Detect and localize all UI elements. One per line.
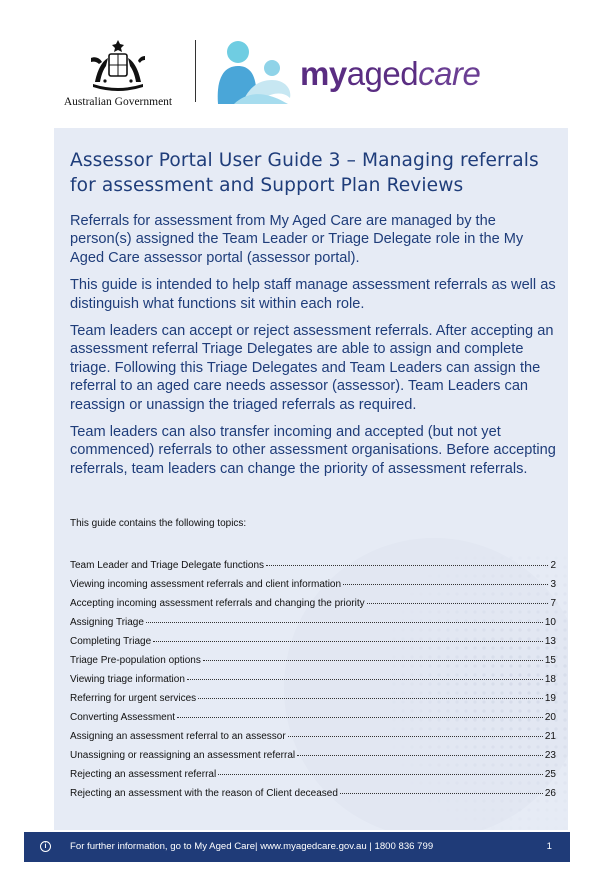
dot-leader [198, 698, 543, 699]
page-number: 1 [546, 841, 552, 852]
toc-entry[interactable] [70, 579, 556, 598]
toc-entry-page[interactable]: 20 [544, 712, 556, 723]
government-name: Australian Government [63, 96, 173, 108]
dot-leader [340, 793, 543, 794]
toc-entry-title[interactable]: Rejecting an assessment with the reason of Client deceased [70, 788, 338, 799]
toc-entry-title[interactable]: Team Leader and Triage Delegate functions [70, 560, 265, 571]
dot-leader [218, 774, 543, 775]
toc-entry[interactable] [70, 617, 556, 636]
table-of-contents [70, 560, 556, 807]
toc-entry-page[interactable]: 10 [544, 617, 556, 628]
dot-leader [288, 736, 543, 737]
coat-of-arms-icon [85, 38, 151, 94]
toc-entry-title[interactable]: Referring for urgent services [70, 693, 197, 704]
toc-entry[interactable] [70, 731, 556, 750]
toc-entry-page[interactable]: 26 [544, 788, 556, 799]
dot-leader [146, 622, 543, 623]
intro-paragraph: This guide is intended to help staff manage assessment referrals as well as distinguish what functions sit within each role. [70, 277, 556, 312]
toc-entry[interactable] [70, 674, 556, 693]
toc-entry[interactable] [70, 598, 556, 617]
toc-entry[interactable] [70, 750, 556, 769]
dot-leader [266, 565, 548, 566]
toc-entry[interactable] [70, 560, 556, 579]
toc-entry[interactable] [70, 693, 556, 712]
toc-entry-page[interactable]: 25 [544, 769, 556, 780]
toc-entry-title[interactable]: Accepting incoming assessment referrals and changing the priority [70, 598, 365, 609]
topics-label: This guide contains the following topics: [70, 518, 247, 529]
header [0, 0, 614, 128]
toc-entry-page[interactable]: 2 [550, 560, 556, 571]
intro-paragraph: Team leaders can also transfer incoming and accepted (but not yet commenced) referrals to other assessment organisations. Before accepting referrals, team leaders can change the priority of assessment referrals. [70, 424, 556, 477]
toc-entry-page[interactable]: 23 [544, 750, 556, 761]
toc-entry-page[interactable]: 3 [550, 579, 556, 590]
toc-entry-title[interactable]: Viewing triage information [70, 674, 185, 685]
toc-entry-page[interactable]: 15 [544, 655, 556, 666]
toc-entry-title[interactable]: Rejecting an assessment referral [70, 769, 217, 780]
toc-entry-title[interactable]: Completing Triage [70, 636, 152, 647]
dot-leader [343, 584, 548, 585]
content-panel [54, 128, 568, 830]
toc-entry-title[interactable]: Converting Assessment [70, 712, 176, 723]
dot-leader [187, 679, 543, 680]
info-icon: i [40, 841, 51, 852]
toc-entry-title[interactable]: Viewing incoming assessment referrals and client information [70, 579, 342, 590]
intro-paragraphs [70, 212, 560, 487]
dot-leader [153, 641, 543, 642]
toc-entry-page[interactable]: 7 [550, 598, 556, 609]
toc-entry-title[interactable]: Triage Pre-population options [70, 655, 201, 666]
toc-entry[interactable] [70, 712, 556, 731]
intro-paragraph: Referrals for assessment from My Aged Care are managed by the person(s) assigned the Team Leader or Triage Delegate role in the My Aged Care assessor portal (assessor portal). [70, 213, 524, 266]
dot-leader [297, 755, 543, 756]
toc-entry-page[interactable]: 21 [544, 731, 556, 742]
intro-paragraph: Team leaders can accept or reject assessment referrals. After accepting an assessment referral Triage Delegates are able to assign and complete triage. Following this Triage Delegates and Team Leaders can assign the referral to an aged care needs assessor (assessor). Team Leaders can reassign or unassign the triaged referrals as required. [70, 323, 554, 413]
dot-leader [203, 660, 543, 661]
toc-entry-page[interactable]: 18 [544, 674, 556, 685]
footer-contact-text[interactable]: For further information, go to My Aged Care| www.myagedcare.gov.au | 1800 836 799 [70, 841, 434, 852]
toc-entry-title[interactable]: Assigning an assessment referral to an assessor [70, 731, 286, 742]
toc-entry[interactable] [70, 655, 556, 674]
government-logo [56, 38, 180, 108]
toc-entry[interactable] [70, 788, 556, 807]
toc-entry-page[interactable]: 13 [544, 636, 556, 647]
my-aged-care-wordmark: myagedcare [300, 55, 481, 92]
footer-bar [24, 832, 570, 862]
toc-entry-title[interactable]: Unassigning or reassigning an assessment referral [70, 750, 296, 761]
logo-divider [195, 40, 196, 102]
toc-entry-page[interactable]: 19 [544, 693, 556, 704]
toc-entry[interactable] [70, 769, 556, 788]
toc-entry-title[interactable]: Assigning Triage [70, 617, 144, 628]
dot-leader [367, 603, 549, 604]
dot-leader [177, 717, 543, 718]
toc-entry[interactable] [70, 636, 556, 655]
my-aged-care-people-icon [214, 38, 294, 106]
guide-title: Assessor Portal User Guide 3 – Managing referrals for assessment and Support Plan Reviews [70, 150, 539, 196]
